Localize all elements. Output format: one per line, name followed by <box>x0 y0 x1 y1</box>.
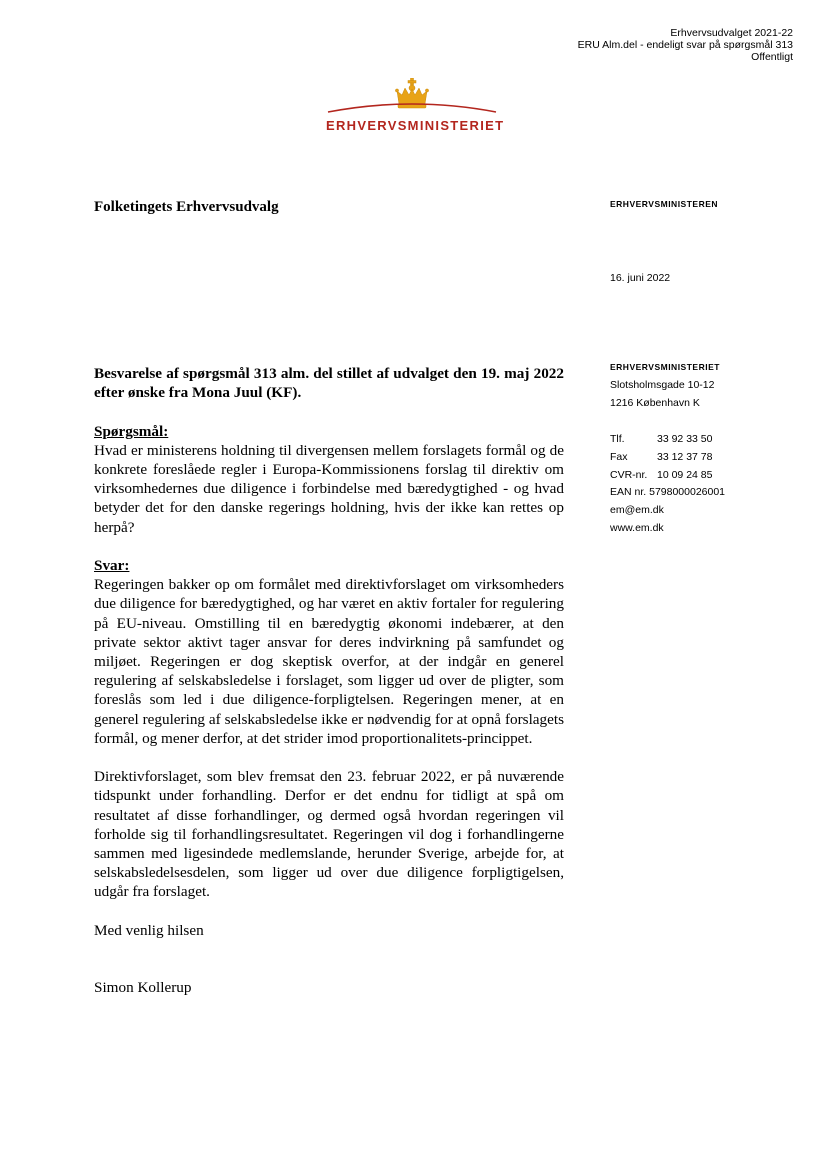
ean-number: EAN nr. 5798000026001 <box>610 486 726 499</box>
cvr-value: 10 09 24 85 <box>657 468 713 481</box>
question-label: Spørgsmål: <box>94 422 169 440</box>
sender-title: ERHVERVSMINISTEREN <box>610 199 719 209</box>
stamp-line-reference: ERU Alm.del - endeligt svar på spørgsmål 313 <box>577 39 793 51</box>
ministry-wordmark: ERHVERVSMINISTERIET <box>326 118 505 133</box>
subject-heading: Besvarelse af spørgsmål 313 alm. del stillet af udvalget den 19. maj 2022 efter ønske fra Mona Juul (KF). <box>94 365 564 402</box>
ministry-logo <box>326 78 505 138</box>
address-heading: ERHVERVSMINISTERIET <box>610 362 720 372</box>
answer-paragraph-1: Regeringen bakker op om formålet med direktivforslaget om virksomheders due diligence for bæredygtighed, og har været en aktiv fortaler for regulering på EU-niveau. Omstilling til en bæredygtig økonomi indebærer, at den private sektor aktivt tager ansvar for deres indvirkning på samfundet og miljøet. Regeringen er dog skeptisk overfor, at der indgår en generel regulering af selskabsledelse i forslaget, som ligger ud over de pligter, som foreslås som led i due diligence-forpligtelsen. Regeringen mener, at en generel regulering af selskabsledelse ikke er nødvendig for at opnå forslagets formål, og mener derfor, at det strider imod proportionalitets-princippet. <box>94 576 564 747</box>
address-street: Slotsholmsgade 10-12 <box>610 379 715 391</box>
question-text: Hvad er ministerens holdning til divergensen mellem forslagets formål og de konkrete foreslåede regler i Europa-Kommissionens forslag til direktiv om virksomhedernes due diligence i forbindelse med bæredygtighed - og hvad betyder det for den danske regerings holdning, hvis der ikke kan rettes op herpå? <box>94 441 564 536</box>
website-link[interactable]: www.em.dk <box>610 521 664 534</box>
fax-row <box>610 449 725 467</box>
answer-label: Svar: <box>94 557 130 574</box>
crown-icon <box>326 78 498 116</box>
recipient: Folketingets Erhvervsudvalg <box>94 199 279 215</box>
fax-value: 33 12 37 78 <box>657 450 713 463</box>
cvr-row <box>610 467 725 485</box>
stamp-line-status: Offentligt <box>751 51 793 63</box>
signature-name: Simon Kollerup <box>94 979 192 997</box>
phone-label: Tlf. <box>610 433 625 445</box>
closing-greeting: Med venlig hilsen <box>94 921 204 939</box>
document-stamp <box>578 27 793 63</box>
answer-paragraph-2: Direktivforslaget, som blev fremsat den 23. februar 2022, er på nuværende tidspunkt under forhandling. Derfor er det endnu for tidligt at spå om resultatet af disse forhandlinger, og dermed også hvordan regeringen vil forholde sig til forhandlingsresultatet. Regeringen vil dog i forhandlingerne sammen med ligesindede medlemslande, herunder Sverige, arbejde for, at selskabsledelsesdelen, som ligger ud over due diligence forpligtigelsen, udgår fra forslaget. <box>94 768 564 901</box>
stamp-line-committee: Erhvervsudvalget 2021-22 <box>670 27 793 39</box>
phone-value: 33 92 33 50 <box>657 433 713 445</box>
letter-body <box>94 364 564 998</box>
letter-date: 16. juni 2022 <box>610 272 671 284</box>
contact-block <box>610 431 725 538</box>
email-link[interactable]: em@em.dk <box>610 504 664 517</box>
cvr-label: CVR-nr. <box>610 468 648 481</box>
fax-label: Fax <box>610 450 628 463</box>
address-city: 1216 København K <box>610 397 700 409</box>
phone-row <box>610 431 725 449</box>
sender-address <box>610 358 720 412</box>
